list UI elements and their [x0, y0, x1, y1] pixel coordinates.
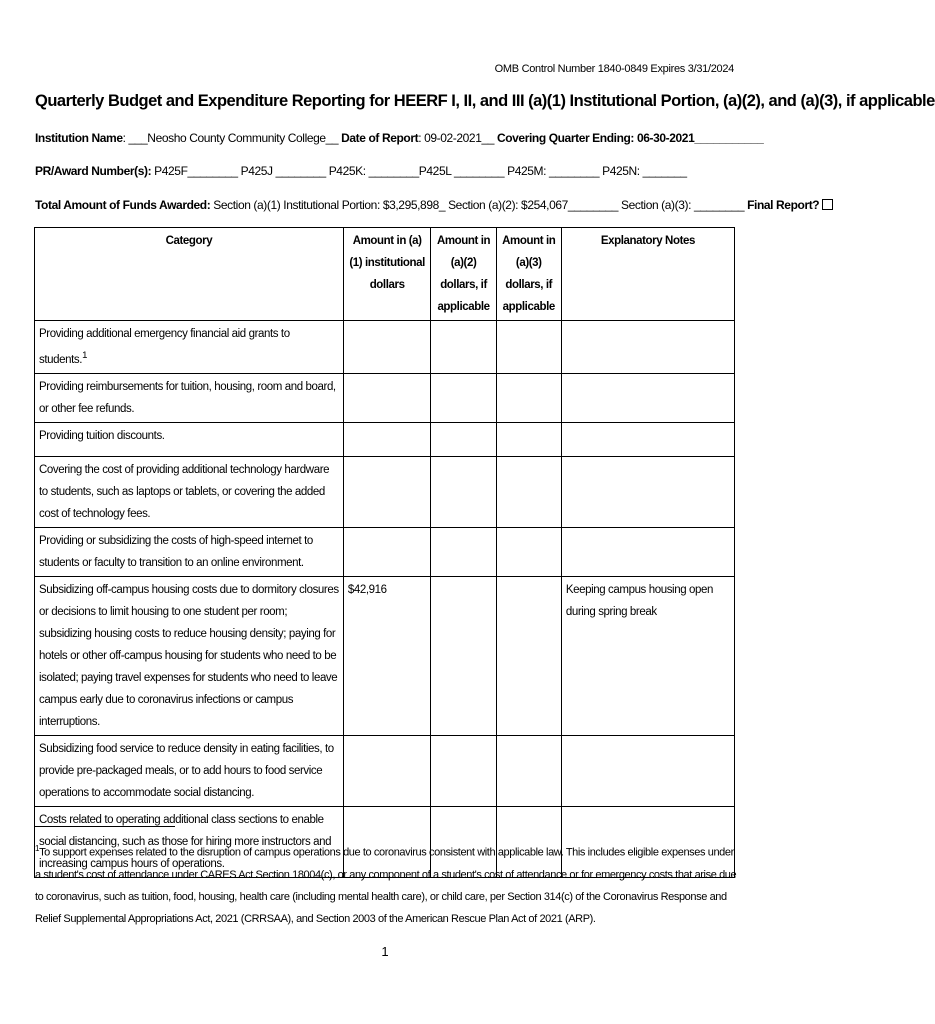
quarter-label: Covering Quarter Ending: 06-30-2021___________ — [496, 131, 764, 145]
amount-a3-cell[interactable] — [496, 735, 561, 806]
footnote-text: To support expenses related to the disruption of campus operations due to coronavirus consistent with applicable law. This includes eligible expenses under a student's cost of attendance under CARES Act Section 18004(c), or any component of a student's cost of attendance or for emergency costs that arise due to coronavirus, such as tuition, food, housing, health care (including mental health care), or child care, per Section 314(c) of the Coronavirus Response and Relief Supplemental Appropriations Act, 2021 (CRRSAA), and Section 2003 of the American Rescue Plan Act of 2021 (ARP). — [35, 846, 737, 925]
amount-a1-cell[interactable] — [343, 321, 431, 374]
amount-a2-cell[interactable] — [431, 422, 496, 456]
table-row — [35, 373, 735, 422]
header-category: Category — [35, 228, 344, 321]
category-cell: Costs related to operating additional class sections to enable social distancing, such as those for hiring more instructors and increasing campus hours of operations. — [35, 806, 344, 877]
final-report-checkbox[interactable] — [822, 199, 833, 210]
date-label: Date of Report — [341, 131, 419, 145]
amount-a2-cell[interactable] — [431, 527, 496, 576]
category-text: Providing additional emergency financial aid grants to students. — [39, 328, 290, 366]
amount-a2-cell[interactable] — [431, 456, 496, 527]
category-cell: Subsidizing off-campus housing costs due to dormitory closures or decisions to limit housing to one student per room; subsidizing housing costs to reduce housing density; paying for hotels or other off-campus housing for students who need to be isolated; paying travel expenses for students who need to leave campus early due to coronavirus infections or campus interruptions. — [35, 576, 344, 735]
amount-a2-cell[interactable] — [431, 373, 496, 422]
table-row — [35, 422, 735, 456]
budget-table — [34, 227, 735, 878]
category-cell — [35, 321, 344, 374]
date-value: : 09-02-2021__ — [418, 131, 497, 145]
amount-a3-cell[interactable] — [496, 527, 561, 576]
institution-line — [35, 131, 763, 145]
amount-a3-cell[interactable] — [496, 321, 561, 374]
award-value: P425F________ P425J ________ P425K: ________P425L ________ P425M: ________ P425N: _______ — [151, 164, 687, 178]
amount-a3-cell[interactable] — [496, 456, 561, 527]
amount-a1-cell[interactable] — [343, 527, 431, 576]
notes-cell[interactable] — [561, 735, 734, 806]
amount-a1-cell[interactable]: $42,916 — [343, 576, 431, 735]
table-row — [35, 527, 735, 576]
amount-a3-cell[interactable] — [496, 373, 561, 422]
footnote-mark: 1 — [35, 844, 40, 853]
funds-value: Section (a)(1) Institutional Portion: $3,295,898_ Section (a)(2): $254,067________ Section (a)(3): ________ — [210, 198, 748, 212]
notes-cell[interactable]: Keeping campus housing open during spring break — [561, 576, 734, 735]
institution-value: : ___Neosho County Community College__ — [122, 131, 342, 145]
funds-label: Total Amount of Funds Awarded: — [35, 198, 211, 212]
category-cell: Providing reimbursements for tuition, housing, room and board, or other fee refunds. — [35, 373, 344, 422]
amount-a1-cell[interactable] — [343, 735, 431, 806]
table-row — [35, 735, 735, 806]
header-amount-a2: Amount in (a)(2) dollars, if applicable — [431, 228, 496, 321]
header-amount-a1: Amount in (a)(1) institutional dollars — [343, 228, 431, 321]
amount-a1-cell[interactable] — [343, 373, 431, 422]
category-cell: Providing tuition discounts. — [35, 422, 344, 456]
category-cell: Providing or subsidizing the costs of high-speed internet to students or faculty to transition to an online environment. — [35, 527, 344, 576]
footnote-divider — [35, 826, 175, 827]
category-cell: Subsidizing food service to reduce density in eating facilities, to provide pre-packaged meals, or to add hours to food service operations to accommodate social distancing. — [35, 735, 344, 806]
footnote — [35, 838, 737, 930]
amount-a3-cell[interactable] — [496, 576, 561, 735]
amount-a1-cell[interactable] — [343, 456, 431, 527]
notes-cell[interactable] — [561, 422, 734, 456]
table-row — [35, 456, 735, 527]
omb-control-number: OMB Control Number 1840-0849 Expires 3/31/2024 — [494, 63, 734, 75]
amount-a2-cell[interactable] — [431, 735, 496, 806]
footnote-mark: 1 — [82, 350, 88, 361]
header-notes: Explanatory Notes — [561, 228, 734, 321]
award-line — [35, 164, 687, 178]
table-header-row — [35, 228, 735, 321]
notes-cell[interactable] — [561, 321, 734, 374]
amount-a1-cell[interactable] — [343, 422, 431, 456]
institution-label: Institution Name — [35, 131, 123, 145]
award-label: PR/Award Number(s): — [35, 164, 152, 178]
amount-a3-cell[interactable] — [496, 422, 561, 456]
notes-cell[interactable] — [561, 527, 734, 576]
amount-a2-cell[interactable] — [431, 321, 496, 374]
page-title: Quarterly Budget and Expenditure Reporting for HEERF I, II, and III (a)(1) Institutional Portion, (a)(2), and (a)(3), if applicable — [35, 92, 935, 110]
final-report-label: Final Report? — [747, 198, 820, 212]
funds-line — [35, 198, 833, 212]
table-row — [35, 321, 735, 374]
page-number: 1 — [381, 944, 389, 959]
category-cell: Covering the cost of providing additional technology hardware to students, such as laptops or tablets, or covering the added cost of technology fees. — [35, 456, 344, 527]
header-amount-a3: Amount in (a)(3) dollars, if applicable — [496, 228, 561, 321]
notes-cell[interactable] — [561, 373, 734, 422]
table-row — [35, 576, 735, 735]
amount-a2-cell[interactable] — [431, 576, 496, 735]
notes-cell[interactable] — [561, 456, 734, 527]
